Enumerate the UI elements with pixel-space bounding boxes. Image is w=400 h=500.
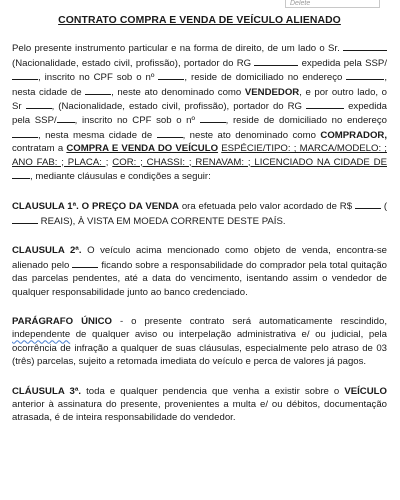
intro-text: , nesta mesma cidade de <box>38 129 153 141</box>
blank-field <box>57 113 75 123</box>
intro-text: , inscrito no CPF sob o nº <box>74 115 196 127</box>
blank-field <box>157 128 183 138</box>
vendedor-label: VENDEDOR <box>244 86 300 98</box>
vehicle-fields-line-1: ESPÉCIE/TIPO: ; MARCA/MODELO: ; ANO FAB: ; PLACA: ; <box>12 143 387 168</box>
blank-field <box>158 70 184 80</box>
blank-field <box>12 128 38 138</box>
blank-field <box>254 56 298 66</box>
delete-tab[interactable] <box>285 0 380 8</box>
blank-field <box>12 169 30 179</box>
clausula-1-text: ora efetuada pelo valor acordado de R$ <box>181 201 353 213</box>
intro-text: Pelo presente instrumento particular e na forma de direito, de um lado o Sr. <box>12 43 340 55</box>
intro-text: expedida pela SSP/ <box>301 57 387 69</box>
intro-text: contratam a <box>12 143 64 155</box>
blank-field <box>306 99 344 109</box>
blank-field <box>346 70 384 80</box>
intro-text: , reside de domiciliado no endereço <box>184 72 343 84</box>
intro-text: (Nacionalidade, estado civil, profissão), portador do RG <box>12 57 252 69</box>
blank-field <box>343 41 387 51</box>
intro-text: , neste ato denominado como <box>111 86 242 98</box>
intro-text: , nesta cidade de <box>12 72 387 98</box>
clausula-3-text: toda e qualquer pendencia que venha a existir sobre o <box>86 385 340 397</box>
intro-text: , reside de domiciliado no endereço <box>225 115 387 127</box>
paragrafo-unico-text: de qualquer aviso ou interpelação administrativa e/ ou judicial, pela ocorrência de infração a qualquer de suas cláusulas, especialmente pelo atraso de 03 (três) parcelas, sujeito a retomada imediata do veículo e perca de valores já pagos. <box>12 329 388 368</box>
paragrafo-unico-heading: PARÁGRAFO ÚNICO <box>12 315 112 327</box>
document-title: CONTRATO COMPRA E VENDA DE VEÍCULO ALIENADO <box>58 15 341 26</box>
clausula-2-text: ficando sobre a responsabilidade do comprador pela total quitação das parcelas pendentes, até a data do vencimento, isentando assim o vendedor de qualquer responsabilidade junto ao banco credenciado. <box>12 259 388 298</box>
paragrafo-unico-text: - o presente contrato será automaticamente rescindido, <box>119 315 387 327</box>
clausula-2-heading: CLAUSULA 2ª. <box>12 245 82 257</box>
clausula-3-text: anterior à assinatura do presente, provenientes a multa e/ ou débitos, documentação atrasada, é de inteira responsabilidade do vendedor. <box>12 398 387 424</box>
paragrafo-unico <box>12 315 387 369</box>
vehicle-fields-line-2: COR: ; CHASSI: ; RENAVAM: ; LICENCIADO NA CIDADE DE <box>112 156 387 168</box>
blank-field <box>85 85 111 95</box>
veiculo-label: VEÍCULO <box>344 385 387 397</box>
blank-field <box>12 214 38 224</box>
compra-venda-label: COMPRA E VENDA DO VEÍCULO <box>66 143 219 155</box>
blank-field <box>200 113 226 123</box>
clausula-2 <box>12 244 387 299</box>
intro-text: , inscrito no CPF sob o nº <box>38 72 155 84</box>
intro-text: , mediante cláusulas e condições a seguir: <box>30 171 211 183</box>
intro-text: , e por outro lado, o Sr <box>12 86 388 113</box>
clausula-2-text: O veículo acima mencionado como objeto de venda, encontra-se alienado pelo <box>12 245 387 271</box>
blank-field <box>12 70 38 80</box>
blank-field <box>26 99 52 109</box>
delete-label: Delete <box>290 0 311 7</box>
intro-text: , (Nacionalidade, estado civil, profissão), portador do RG <box>51 101 303 113</box>
clausula-3-heading: CLÁUSULA 3ª. <box>12 385 82 397</box>
intro-text: , neste ato denominado como <box>182 129 316 141</box>
clausula-1-text: ( <box>383 201 388 213</box>
document-page <box>12 14 387 425</box>
intro-text: expedida pela SSP/ <box>12 101 388 127</box>
clausula-3 <box>12 385 387 425</box>
comprador-label: COMPRADOR, <box>320 129 388 141</box>
clausula-1 <box>12 199 387 228</box>
spellcheck-word: independente <box>12 329 71 341</box>
intro-paragraph <box>12 41 387 183</box>
clausula-1-text: REAIS), À VISTA EM MOEDA CORRENTE DESTE PAÍS. <box>40 215 286 227</box>
blank-field <box>72 258 98 268</box>
clausula-1-heading: CLAUSULA 1ª. O PREÇO DA VENDA <box>12 201 179 213</box>
blank-field <box>355 199 381 209</box>
